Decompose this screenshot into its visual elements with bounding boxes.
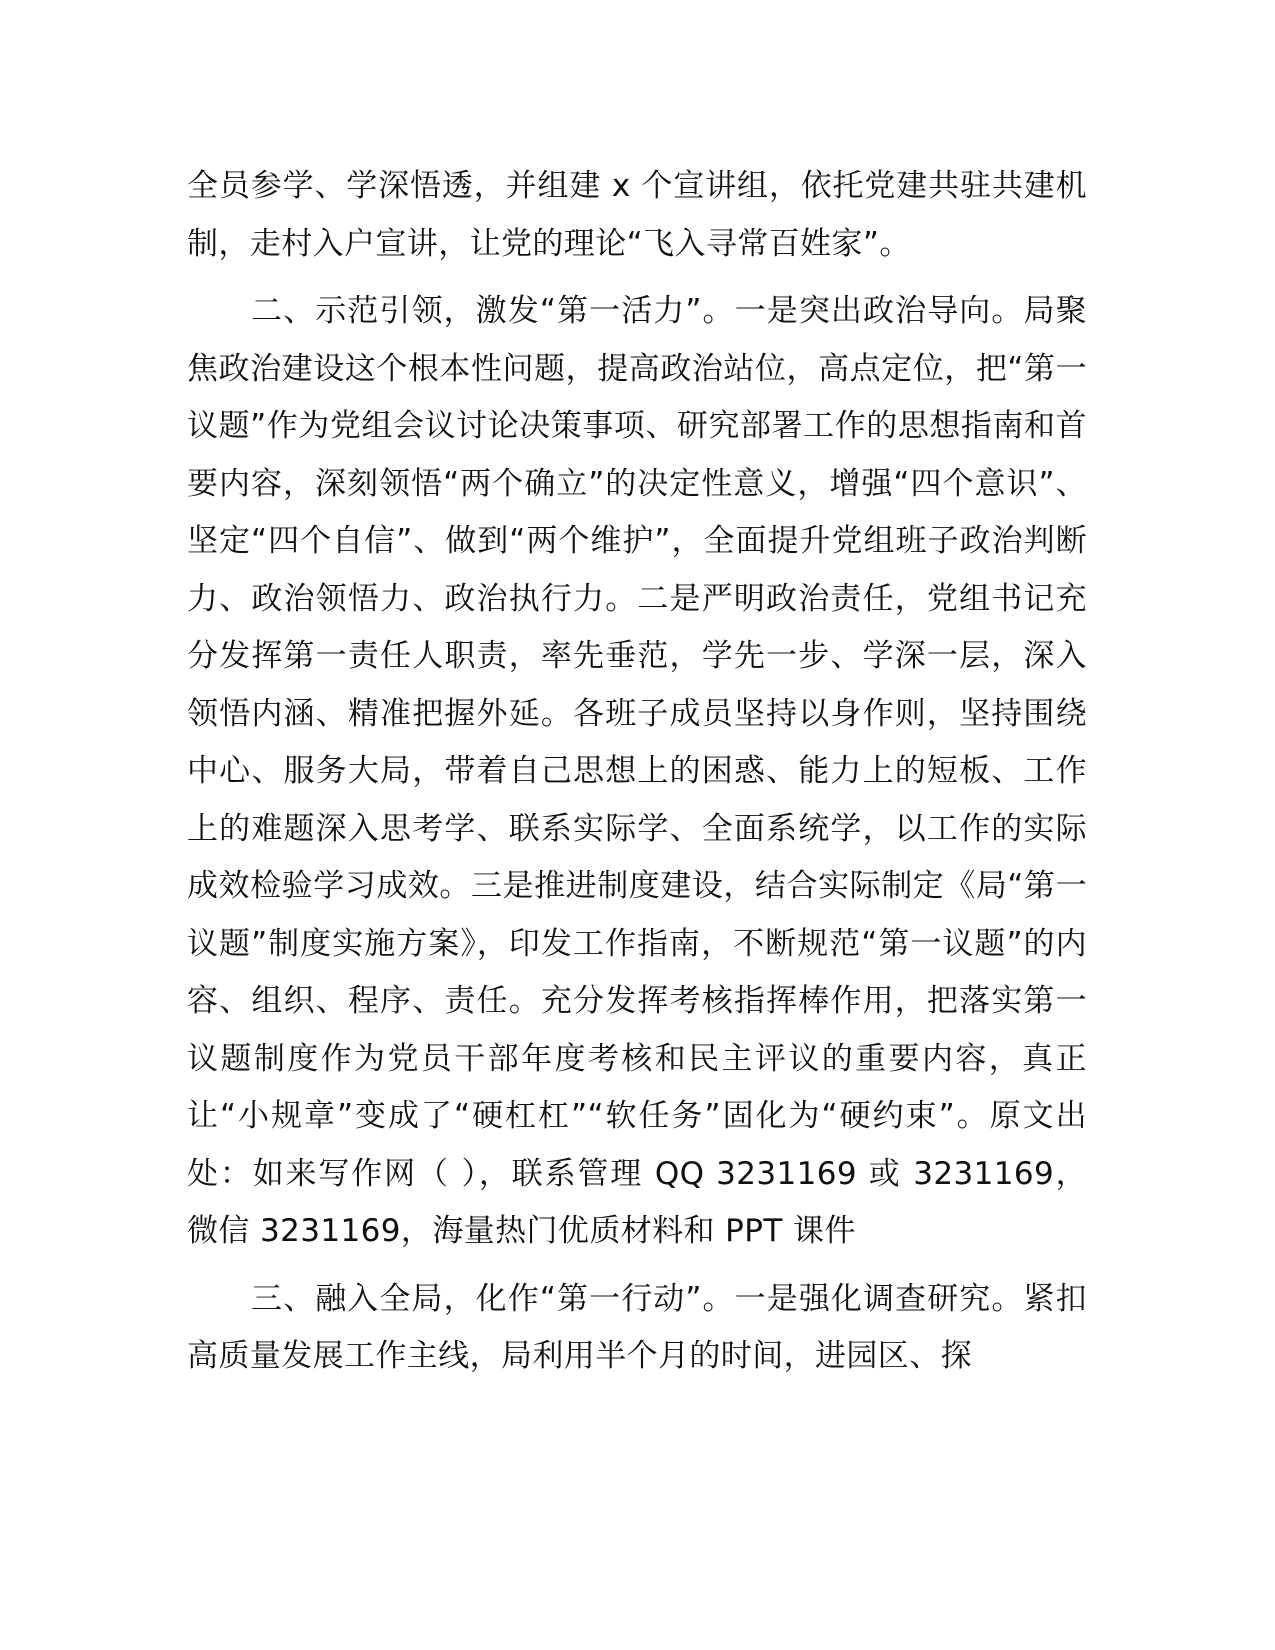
paragraph-2: 二、示范引领，激发“第一活力”。一是突出政治导向。局聚焦政治建设这个根本性问题，提高政治站位，高点定位，把“第一议题”作为党组会议讨论决策事项、研究部署工作的思想指南和首要内容，深刻领悟“两个确立”的决定性意义，增强“四个意识”、坚定“四个自信”、做到“两个维护”，全面提升党组班子政治判断力、政治领悟力、政治执行力。二是严明政治责任，党组书记充分发挥第一责任人职责，率先垂范，学先一步、学深一层，深入领悟内涵、精准把握外延。各班子成员坚持以身作则，坚持围绕中心、服务大局，带着自己思想上的困惑、能力上的短板、工作上的难题深入思考学、联系实际学、全面系统学，以工作的实际成效检验学习成效。三是推进制度建设，结合实际制定《局“第一议题”制度实施方案》，印发工作指南，不断规范“第一议题”的内容、组织、程序、责任。充分发挥考核指挥棒作用，把落实第一议题制度作为党员干部年度考核和民主评议的重要内容，真正让“小规章”变成了“硬杠杠”“软任务”固化为“硬约束”。原文出处：如来写作网（ ），联系管理 QQ 3231169 或 3231169，微信 3231169，海量热门优质材料和 PPT 课件 (187, 293, 1087, 1249)
paragraph-3: 三、融入全局，化作“第一行动”。一是强化调查研究。紧扣高质量发展工作主线，局利用半个月的时间，进园区、探 (187, 1280, 1087, 1374)
document-body (187, 158, 1087, 1386)
paragraph-1: 全员参学、学深悟透，并组建 x 个宣讲组，依托党建共驻共建机制，走村入户宣讲，让党的理论“飞入寻常百姓家”。 (187, 168, 1087, 262)
